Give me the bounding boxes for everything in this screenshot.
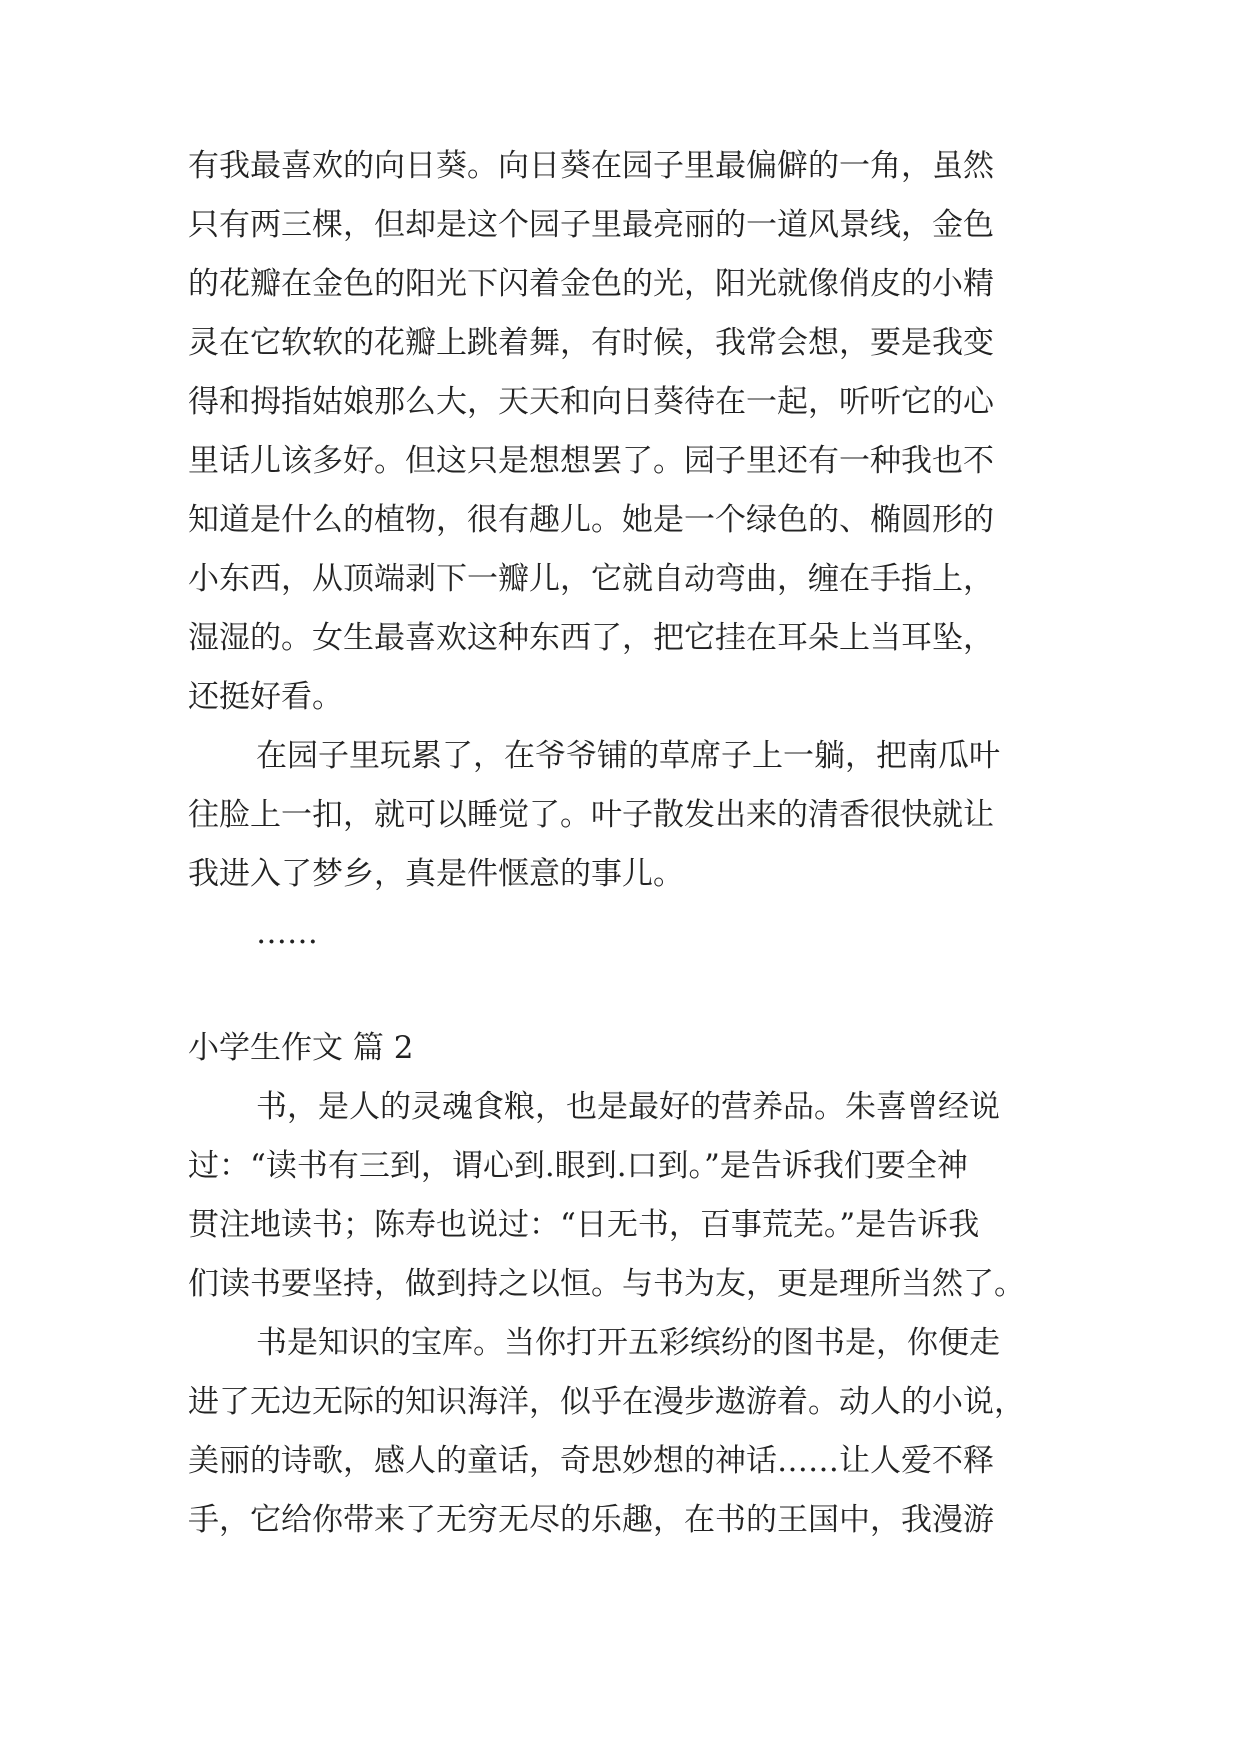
text-line: 美丽的诗歌，感人的童话，奇思妙想的神话……让人爱不释 — [188, 1443, 994, 1479]
text-line: 得和拇指姑娘那么大，天天和向日葵待在一起，听听它的心 — [188, 384, 994, 420]
text-line: 进了无边无际的知识海洋，似乎在漫步遨游着。动人的小说， — [188, 1384, 1025, 1420]
text-line: 书是知识的宝库。当你打开五彩缤纷的图书是，你便走 — [256, 1325, 1000, 1361]
text-line: 们读书要坚持，做到持之以恒。与书为友，更是理所当然了。 — [188, 1266, 1025, 1302]
text-line: 过：“读书有三到，谓心到.眼到.口到。”是告诉我们要全神 — [188, 1148, 968, 1184]
text-line: 有我最喜欢的向日葵。向日葵在园子里最偏僻的一角，虽然 — [188, 148, 994, 184]
section-heading: 小学生作文 篇 2 — [188, 1030, 414, 1066]
text-line: 还挺好看。 — [188, 679, 343, 715]
text-line: 灵在它软软的花瓣上跳着舞，有时候，我常会想，要是我变 — [188, 325, 994, 361]
text-line: 手，它给你带来了无穷无尽的乐趣，在书的王国中，我漫游 — [188, 1502, 994, 1538]
text-line: 湿湿的。女生最喜欢这种东西了，把它挂在耳朵上当耳坠， — [188, 620, 994, 656]
text-line: 的花瓣在金色的阳光下闪着金色的光，阳光就像俏皮的小精 — [188, 266, 994, 302]
text-line: 往脸上一扣，就可以睡觉了。叶子散发出来的清香很快就让 — [188, 797, 994, 833]
text-line: 我进入了梦乡，真是件惬意的事儿。 — [188, 856, 684, 892]
text-line: 里话儿该多好。但这只是想想罢了。园子里还有一种我也不 — [188, 443, 994, 479]
text-line: 只有两三棵，但却是这个园子里最亮丽的一道风景线，金色 — [188, 207, 994, 243]
text-line: 贯注地读书；陈寿也说过：“日无书，百事荒芜。”是告诉我 — [188, 1207, 980, 1243]
text-line: 知道是什么的植物，很有趣儿。她是一个绿色的、椭圆形的 — [188, 502, 994, 538]
text-line: 在园子里玩累了，在爷爷铺的草席子上一躺，把南瓜叶 — [256, 738, 1000, 774]
text-line: 小东西，从顶端剥下一瓣儿，它就自动弯曲，缠在手指上， — [188, 561, 994, 597]
text-line: 书，是人的灵魂食粮，也是最好的营养品。朱喜曾经说 — [256, 1089, 1000, 1125]
ellipsis-line: …… — [256, 915, 318, 951]
